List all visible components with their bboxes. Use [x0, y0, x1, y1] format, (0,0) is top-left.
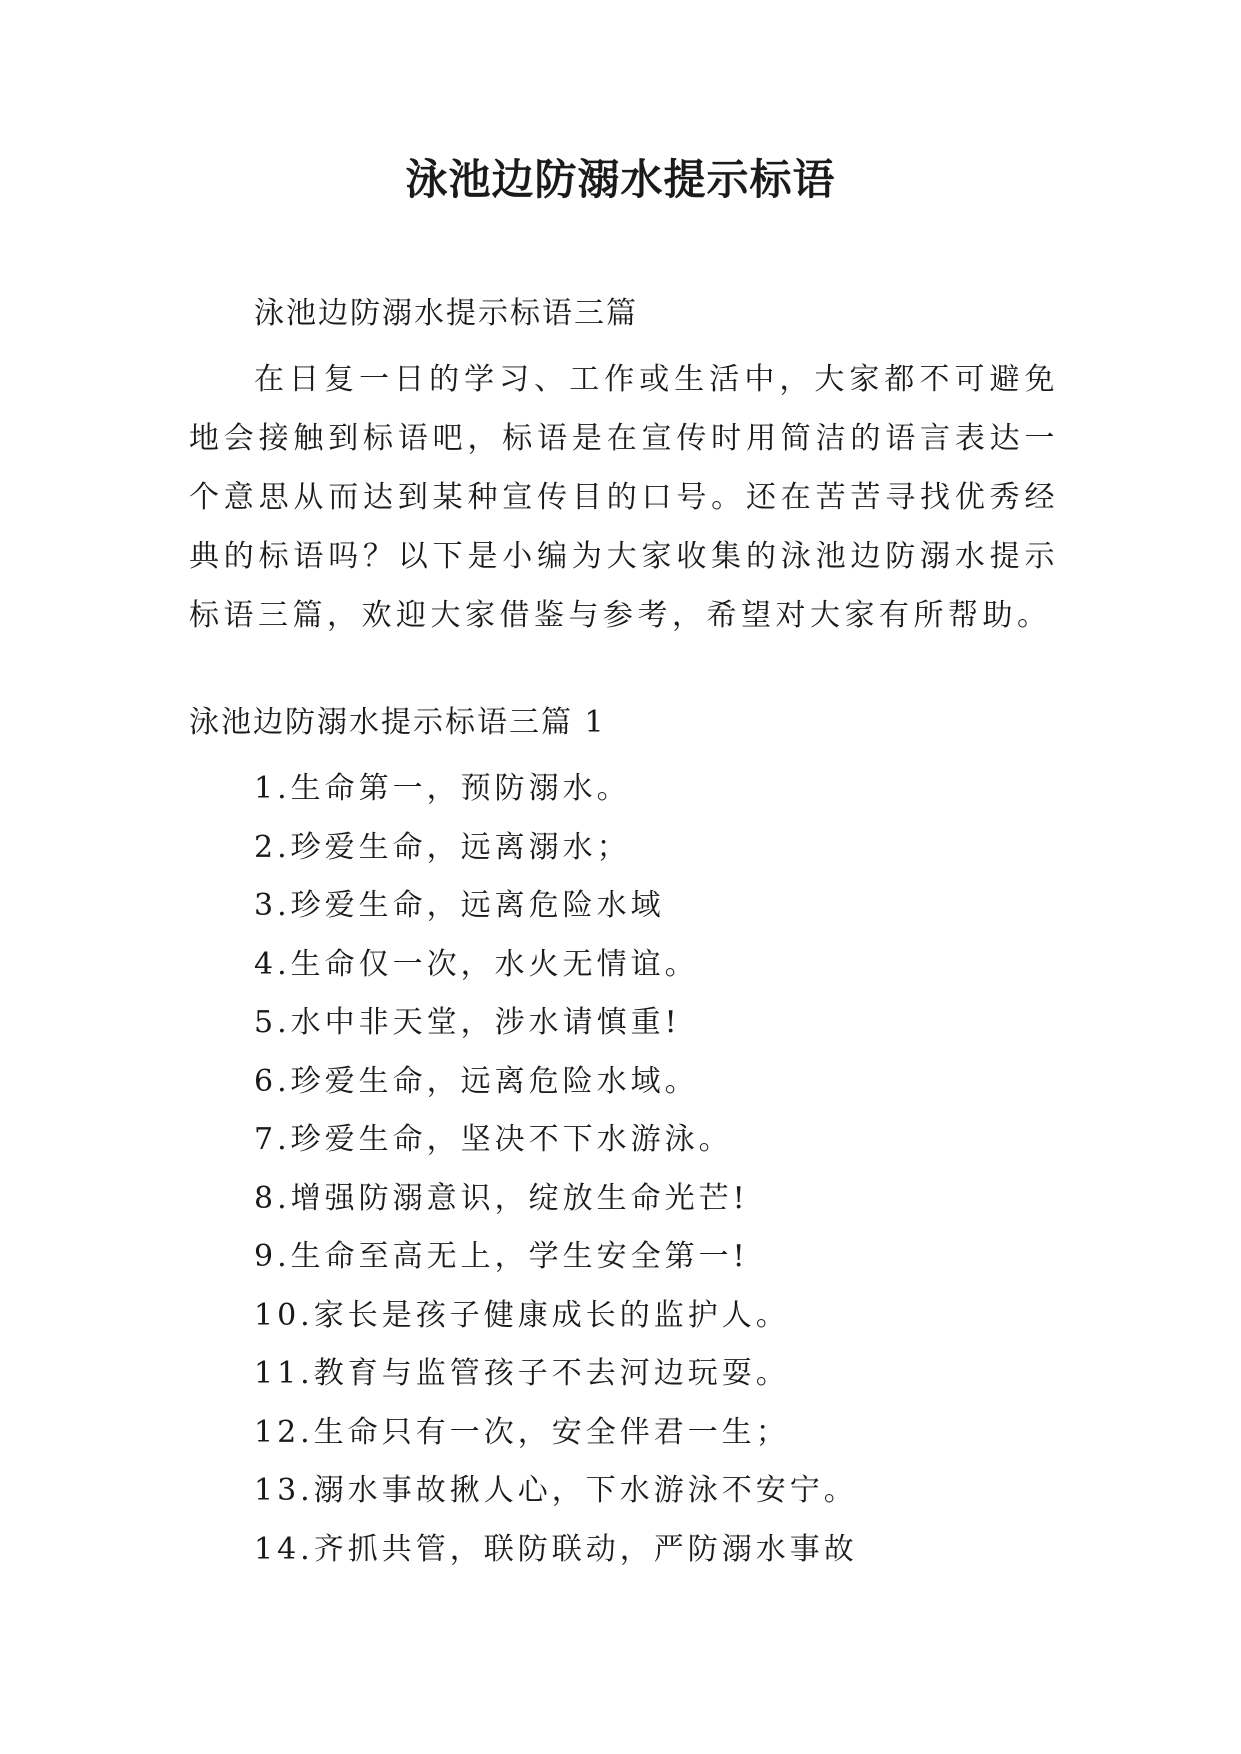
slogan-item: 9.生命至高无上，学生安全第一!: [254, 1239, 749, 1274]
slogan-item: 6.珍爱生命，远离危险水域。: [254, 1063, 699, 1099]
slogan-item: 4.生命仅一次，水火无情谊。: [254, 946, 699, 982]
slogan-item: 3.珍爱生命，远离危险水域: [254, 888, 665, 923]
slogan-list: [254, 760, 858, 1579]
section-heading: 泳池边防溺水提示标语三篇 1: [189, 705, 606, 740]
slogan-item: 11.教育与监管孩子不去河边玩耍。: [254, 1356, 790, 1391]
slogan-item: 1.生命第一，预防溺水。: [254, 771, 631, 806]
slogan-item: 10.家长是孩子健康成长的监护人。: [254, 1297, 790, 1333]
slogan-item: 14.齐抓共管，联防联动，严防溺水事故: [254, 1531, 858, 1567]
slogan-item: 2.珍爱生命，远离溺水；: [254, 829, 631, 865]
intro-paragraph: 在日复一日的学习、工作或生活中，大家都不可避免地会接触到标语吧，标语是在宣传时用简洁的语言表达一个意思从而达到某种宣传目的口号。还在苦苦寻找优秀经典的标语吗？以下是小编为大家收集的泳池边防溺水提示标语三篇，欢迎大家借鉴与参考，希望对大家有所帮助。: [189, 362, 1059, 633]
slogan-item: 7.珍爱生命，坚决不下水游泳。: [254, 1122, 733, 1157]
document-title: 泳池边防溺水提示标语: [405, 155, 836, 204]
slogan-item: 5.水中非天堂，涉水请慎重!: [254, 1005, 681, 1040]
slogan-item: 8.增强防溺意识，绽放生命光芒!: [254, 1180, 749, 1216]
slogan-item: 12.生命只有一次，安全伴君一生；: [254, 1414, 790, 1450]
document-subtitle: 泳池边防溺水提示标语三篇: [254, 296, 638, 331]
slogan-item: 13.溺水事故揪人心，下水游泳不安宁。: [254, 1473, 858, 1508]
